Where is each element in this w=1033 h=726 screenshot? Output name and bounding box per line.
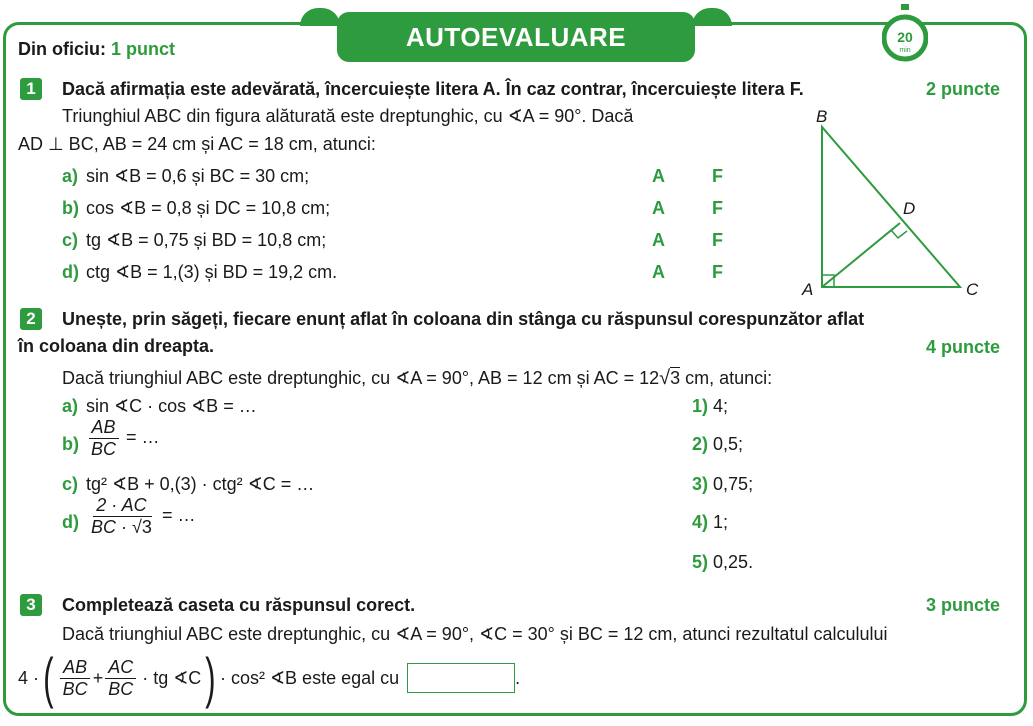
- ex2-left-b-expr: [86, 418, 160, 459]
- ex2-right-5-num: 5): [692, 552, 709, 572]
- stopwatch-icon: [882, 2, 928, 62]
- ex1-item-a-letter: a): [62, 166, 79, 186]
- ex3-frac2-den: BC: [108, 678, 134, 699]
- timer-unit: min: [899, 47, 911, 54]
- ex2-left-a-letter: a): [62, 396, 79, 416]
- vertex-label-d: D: [903, 199, 916, 218]
- ex1-item-b-true[interactable]: A: [652, 198, 665, 218]
- ex1-item-a-text: sin ∢B = 0,6 și BC = 30 cm;: [86, 166, 310, 186]
- ex2-right-2-text: 0,5;: [713, 434, 744, 454]
- ex2-right-1-text: 4;: [713, 396, 729, 416]
- ex1-item-d-true[interactable]: A: [652, 262, 665, 282]
- ex2-right-3-text: 0,75;: [713, 474, 754, 494]
- ex1-item-c-true[interactable]: A: [652, 230, 665, 250]
- right-angle-d: [891, 230, 907, 238]
- ex2-right-3-num: 3): [692, 474, 709, 494]
- ex3-number: 3: [20, 594, 42, 616]
- ex1-item-d-false[interactable]: F: [712, 262, 723, 282]
- ex2-right-3: [692, 474, 753, 495]
- ex2-left-a-text: sin ∢C · cos ∢B = …: [86, 396, 257, 416]
- ex2-statement-sqrt: 3: [670, 368, 681, 388]
- sqrt-symbol: √: [659, 367, 671, 389]
- ex3-points: 3 puncte: [926, 595, 1001, 615]
- ex2-right-5: [692, 552, 753, 573]
- ex2-right-1: [692, 396, 728, 417]
- paren-right: ): [205, 646, 216, 709]
- ex3-frac1-den: BC: [62, 678, 88, 699]
- ex2-instruction-line1: Unește, prin săgeți, fiecare enunț aflat în coloana din stânga cu răspunsul corespunzător aflat: [62, 309, 865, 329]
- ex3-frac1-num: AB: [60, 658, 90, 679]
- paren-left: (: [43, 646, 54, 709]
- ex2-statement-post: cm, atunci:: [680, 368, 773, 388]
- timer-value: 20: [897, 29, 913, 45]
- vertex-label-c: C: [966, 280, 979, 299]
- ex2-right-4-text: 1;: [713, 512, 729, 532]
- ex3-mid: · tg ∢C: [142, 667, 202, 688]
- ex2-left-b-tail: = …: [126, 427, 160, 448]
- answer-box[interactable]: [407, 663, 515, 693]
- ex1-statement-line1: Triunghiul ABC din figura alăturată este dreptunghic, cu ∢A = 90°. Dacă: [62, 106, 634, 126]
- page-title: AUTOEVALUARE: [337, 12, 695, 62]
- din-oficiu-label: Din oficiu:: [18, 39, 106, 59]
- ex2-right-2: [692, 434, 743, 455]
- ex1-statement-line2: AD ⊥ BC, AB = 24 cm și AC = 18 cm, atunci:: [18, 134, 376, 154]
- ex2-left-b-num: AB: [89, 418, 119, 439]
- ex3-end: .: [515, 667, 521, 688]
- ex1-item-d-text: ctg ∢B = 1,(3) și BD = 19,2 cm.: [86, 262, 338, 282]
- ex2-left-d-num: 2 · AC: [93, 496, 149, 517]
- din-oficiu: [18, 39, 175, 60]
- ex2-left-c-letter: c): [62, 474, 79, 494]
- ex3-statement: Dacă triunghiul ABC este dreptunghic, cu ∢A = 90°, ∢C = 30° și BC = 12 cm, atunci rezultatul calculului: [62, 624, 888, 644]
- ex2-right-4-num: 4): [692, 512, 709, 532]
- triangle-figure: [790, 105, 1010, 305]
- ex2-instruction-line2: în coloana din dreapta.: [18, 336, 215, 356]
- sqrt-symbol: √: [132, 516, 142, 537]
- ex2-right-1-num: 1): [692, 396, 709, 416]
- ex2-left-d-den-pre: BC ·: [91, 516, 133, 537]
- ex2-left-c-text: tg² ∢B + 0,(3) · ctg² ∢C = …: [86, 474, 315, 494]
- ex1-item-b-letter: b): [62, 198, 79, 218]
- ex2-points: 4 puncte: [926, 337, 1001, 357]
- ex2-left-d-tail: = …: [161, 505, 196, 526]
- ex1-item-a-true[interactable]: A: [652, 166, 665, 186]
- ex2-statement: [62, 367, 772, 390]
- vertex-label-b: B: [816, 107, 828, 126]
- ex1-item-a-false[interactable]: F: [712, 166, 723, 186]
- ex1-instruction: Dacă afirmația este adevărată, încercuiește litera A. În caz contrar, încercuiește litera F.: [62, 79, 804, 99]
- ex1-item-c-letter: c): [62, 230, 79, 250]
- vertex-label-a: A: [802, 280, 814, 299]
- ex1-item-c-text: tg ∢B = 0,75 și BD = 10,8 cm;: [86, 230, 327, 250]
- ex2-right-4: [692, 512, 728, 533]
- ex2-left-d-expr: [86, 496, 195, 537]
- ex2-left-d-den-sqrt: 3: [141, 516, 152, 537]
- ex3-plus: +: [92, 667, 104, 688]
- ex2-right-2-num: 2): [692, 434, 709, 454]
- ex1-number: 1: [20, 78, 42, 100]
- ex2-left-b-letter: b): [62, 434, 79, 454]
- title-tab-ear-left: [300, 8, 340, 26]
- ex1-item-c-false[interactable]: F: [712, 230, 723, 250]
- din-oficiu-points: 1 punct: [111, 39, 176, 59]
- ex3-frac2-num: AC: [105, 658, 136, 679]
- ex1-item-b-false[interactable]: F: [712, 198, 723, 218]
- ex2-left-d-letter: d): [62, 512, 79, 532]
- ex1-item-b-text: cos ∢B = 0,8 și DC = 10,8 cm;: [86, 198, 331, 218]
- title-tab-ear-right: [692, 8, 732, 26]
- ex3-instruction: Completează caseta cu răspunsul corect.: [62, 595, 416, 615]
- ex1-points: 2 puncte: [926, 79, 1001, 99]
- ex1-item-d-letter: d): [62, 262, 79, 282]
- ex3-expr-prefix: 4 ·: [18, 667, 40, 688]
- ex3-suffix: · cos² ∢B este egal cu: [219, 667, 400, 688]
- ex2-left-b-den: BC: [91, 438, 117, 459]
- ex2-statement-pre: Dacă triunghiul ABC este dreptunghic, cu ∢A = 90°, AB = 12 cm și AC = 12: [62, 368, 660, 388]
- ex2-right-5-text: 0,25.: [713, 552, 754, 572]
- triangle-abc: [822, 127, 960, 287]
- ex2-number: 2: [20, 308, 42, 330]
- ex3-expression: [18, 648, 520, 708]
